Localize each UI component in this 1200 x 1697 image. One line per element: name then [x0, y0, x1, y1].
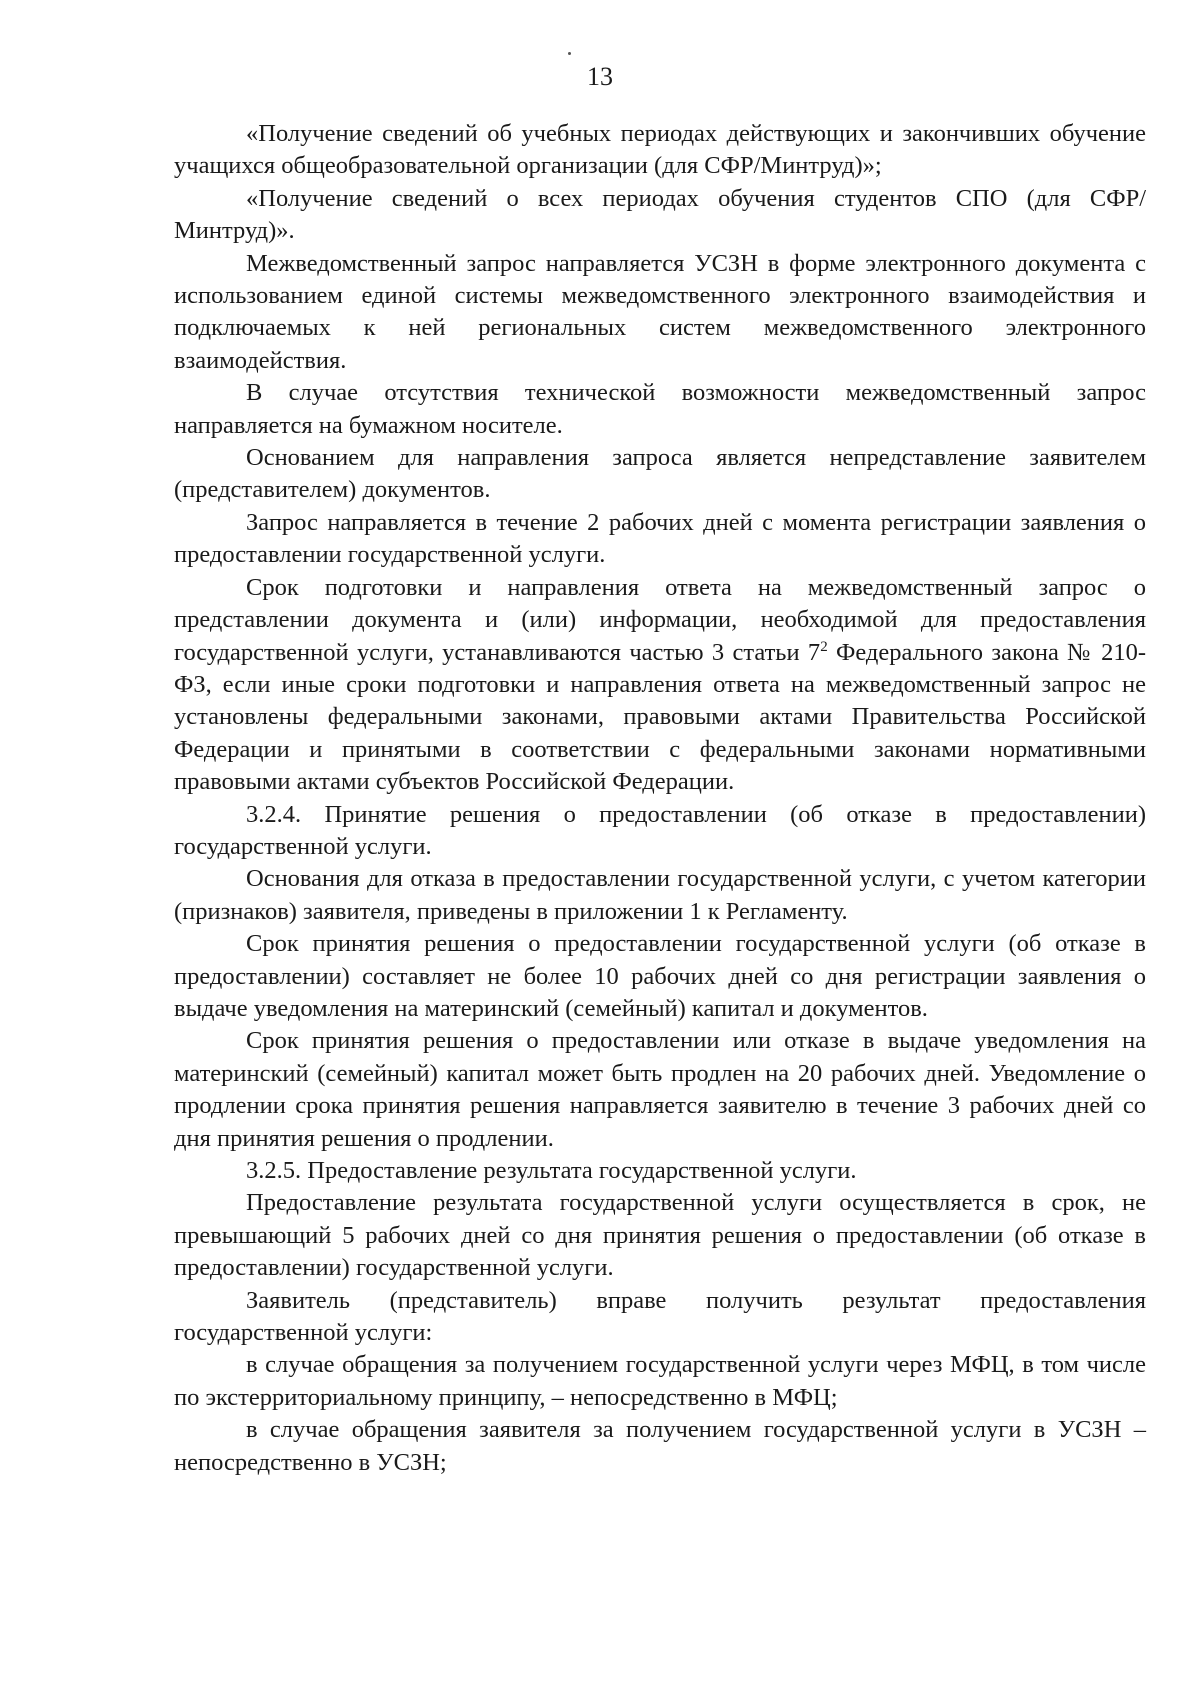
paragraph: «Получение сведений о всех периодах обучения студентов СПО (для СФР/Минтруд)». — [174, 184, 1146, 245]
paragraph: Запрос направляется в течение 2 рабочих дней с момента регистрации заявления о предоставлении государственной услуги. — [174, 508, 1146, 569]
superscript: 2 — [820, 638, 828, 655]
paragraph: В случае отсутствия технической возможности межведомственный запрос направляется на бумажном носителе. — [174, 379, 1146, 439]
section-heading: 3.2.4. Принятие решения о предоставлении (об отказе в предоставлении) государственной услуги. — [174, 800, 1146, 860]
paragraph-text: Федерального закона № 210-ФЗ, если иные сроки подготовки и направления ответа на межведомственный запрос не установлены федеральными законами, правовыми актами Правительства Российской Федерации и принятыми в соответствии с федеральными законами нормативными правовыми актами субъектов Российской Федерации. — [174, 638, 1146, 796]
paragraph-text: Срок подготовки и направления ответа на межведомственный запрос о представлении документа и (или) информации, необходимой для предоставления государственной услуги, устанавливаются частью 3 статьи 7 — [174, 573, 1146, 666]
paragraph: Предоставление результата государственной услуги осуществляется в срок, не превышающий 5 рабочих дней со дня принятия решения о предоставлении (об отказе в предоставлении) государственной услуги. — [174, 1189, 1146, 1282]
paragraph: Основанием для направления запроса является непредставление заявителем (представителем) документов. — [174, 444, 1146, 504]
page-number: 13 — [587, 62, 613, 91]
paragraph: Срок принятия решения о предоставлении или отказе в выдаче уведомления на материнский (семейный) капитал может быть продлен на 20 рабочих дней. Уведомление о продлении срока принятия решения направляется заявителю в течение 3 рабочих дней со дня принятия решения о продлении. — [174, 1027, 1146, 1152]
paragraph: Срок принятия решения о предоставлении государственной услуги (об отказе в предоставлении) составляет не более 10 рабочих дней со дня регистрации заявления о выдаче уведомления на материнский (семейный) капитал и документов. — [174, 930, 1146, 1022]
paragraph: Межведомственный запрос направляется УСЗН в форме электронного документа с использованием единой системы межведомственного электронного взаимодействия и подключаемых к ней региональных систем межведомственного электронного взаимодействия. — [174, 249, 1146, 374]
paragraph — [174, 572, 1146, 799]
paragraph: «Получение сведений об учебных периодах действующих и закончивших обучение учащихся общеобразовательной организации (для СФР/Минтруд)»; — [174, 120, 1146, 180]
paragraph: Заявитель (представитель) вправе получить результат предоставления государственной услуги: — [174, 1286, 1146, 1347]
document-body — [174, 118, 1146, 1479]
paragraph: в случае обращения за получением государственной услуги через МФЦ, в том числе по экстерриториальному принципу, – непосредственно в МФЦ; — [174, 1351, 1146, 1411]
paragraph: Основания для отказа в предоставлении государственной услуги, с учетом категории (признаков) заявителя, приведены в приложении 1 к Регламенту. — [174, 865, 1146, 925]
section-heading: 3.2.5. Предоставление результата государственной услуги. — [246, 1157, 857, 1184]
scan-artifact — [568, 52, 571, 55]
paragraph: в случае обращения заявителя за получением государственной услуги в УСЗН – непосредственно в УСЗН; — [174, 1416, 1146, 1476]
